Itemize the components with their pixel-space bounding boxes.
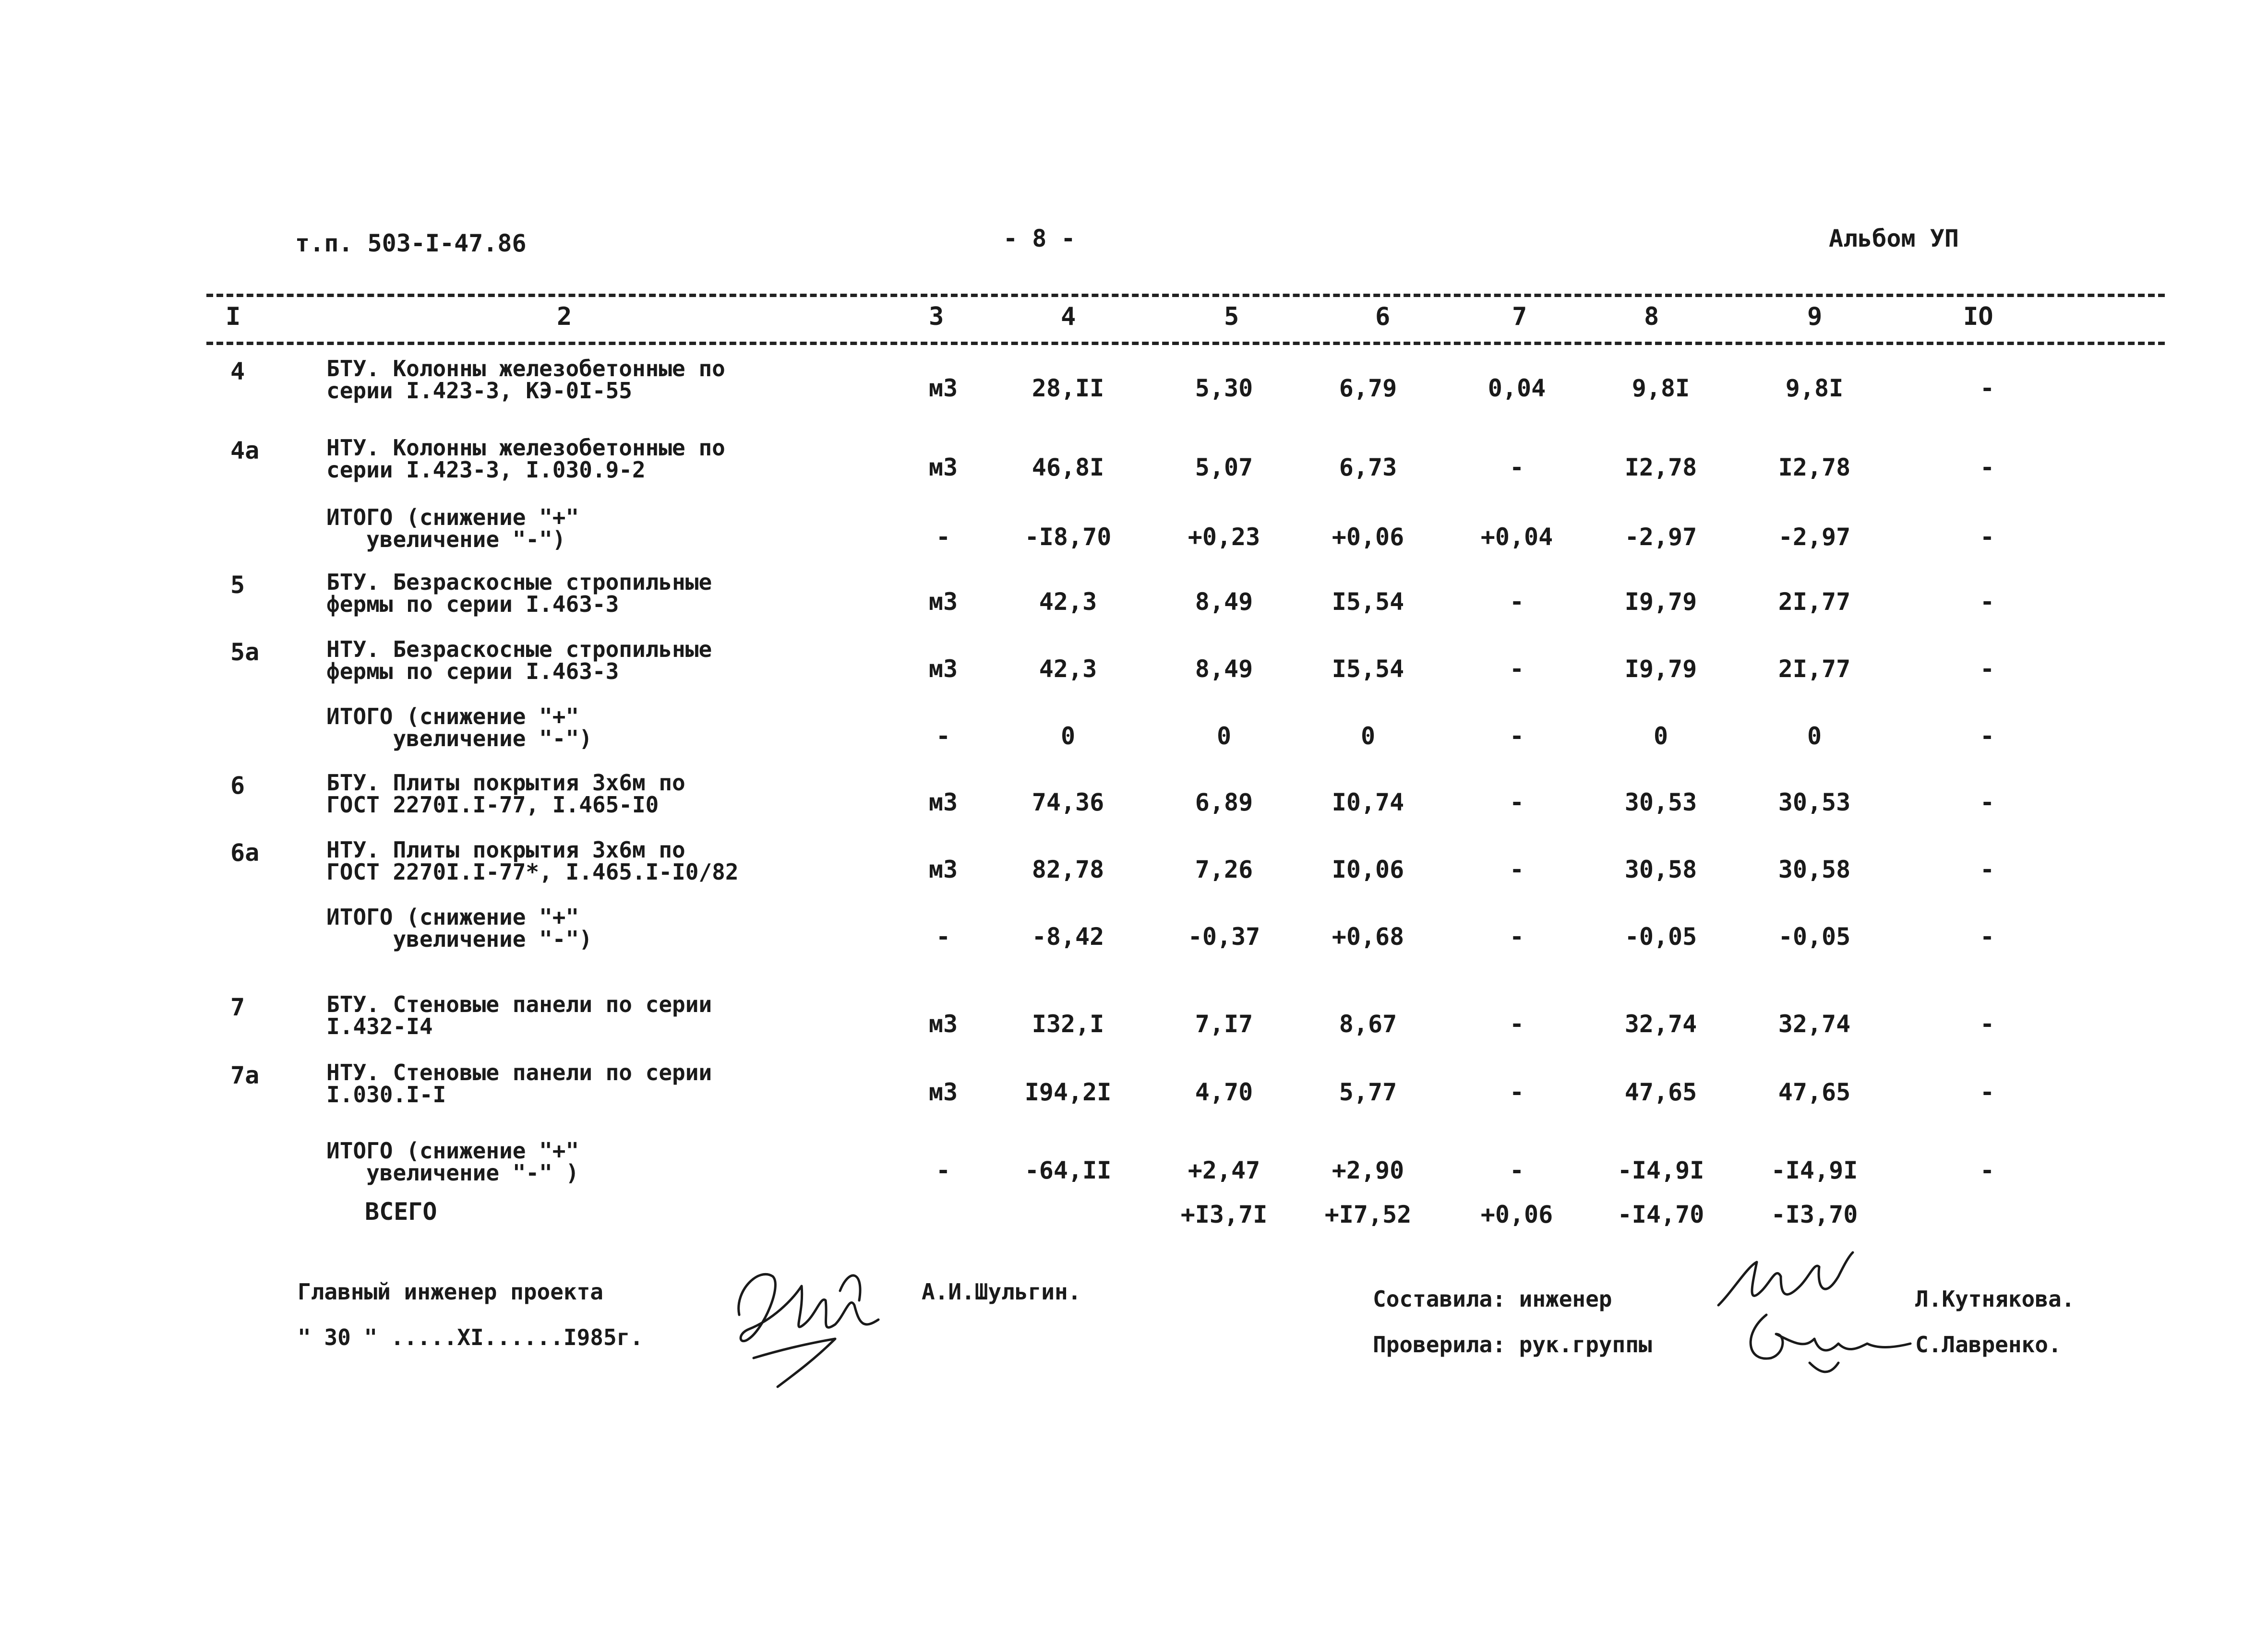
row-description: ИТОГО (снижение "+": [326, 504, 579, 530]
cell-v5: 8,49: [1195, 655, 1253, 683]
cell-v6: +0,06: [1332, 523, 1404, 551]
cell-v6: I0,06: [1332, 856, 1404, 883]
row-number: 6: [230, 772, 245, 799]
column-header: 2: [557, 302, 572, 331]
cell-v10: -: [1980, 453, 1995, 481]
cell-v8: 9,8I: [1632, 374, 1690, 402]
cell-v10: -: [1980, 655, 1995, 683]
row-description: НТУ. Стеновые панели по серии: [326, 1060, 712, 1085]
cell-v9: 30,58: [1778, 856, 1851, 883]
cell-v4: -I8,70: [1024, 523, 1112, 551]
row-description: увеличение "-"): [326, 726, 592, 751]
cell-unit: м3: [928, 1078, 958, 1106]
cell-v9: 2I,77: [1778, 655, 1851, 683]
cell-v10: -: [1980, 1156, 1995, 1184]
cell-v8: I2,78: [1624, 453, 1697, 481]
cell-v6: 0: [1360, 722, 1376, 750]
cell-v8: I9,79: [1624, 588, 1697, 616]
album-label: Альбом УП: [1829, 225, 1959, 252]
row-description: ГОСТ 2270I.I-77, I.465-I0: [326, 792, 659, 818]
row-description: ИТОГО (снижение "+": [326, 703, 579, 729]
cell-unit: м3: [928, 1010, 958, 1038]
cell-v8: 30,58: [1624, 856, 1697, 883]
column-header: I: [226, 302, 241, 331]
row-description: серии I.423-3, I.030.9-2: [326, 457, 646, 483]
cell-v9: 0: [1807, 722, 1822, 750]
cell-v5: 5,07: [1195, 453, 1253, 481]
row-description: ГОСТ 2270I.I-77*, I.465.I-I0/82: [326, 859, 739, 885]
cell-v6: 5,77: [1339, 1078, 1397, 1106]
cell-v8: 47,65: [1624, 1078, 1697, 1106]
cell-v4: 42,3: [1039, 588, 1097, 616]
cell-v7: -: [1509, 1078, 1524, 1106]
cell-v7: -: [1509, 923, 1524, 951]
total-value-col9: -I3,70: [1771, 1201, 1858, 1228]
cell-v4: 42,3: [1039, 655, 1097, 683]
row-description: I.432-I4: [326, 1013, 433, 1039]
checked-by-label: Проверила: рук.группы: [1373, 1332, 1652, 1358]
chief-engineer-name: А.И.Шульгин.: [922, 1279, 1081, 1305]
row-description: БТУ. Плиты покрытия 3х6м по: [326, 770, 685, 796]
row-number: 5: [230, 571, 245, 599]
cell-v9: -0,05: [1778, 923, 1851, 951]
column-header: 5: [1224, 302, 1239, 331]
cell-unit: -: [936, 523, 951, 551]
cell-v8: -I4,9I: [1617, 1156, 1704, 1184]
cell-v7: -: [1509, 788, 1524, 816]
row-description: НТУ. Безраскосные стропильные: [326, 636, 712, 662]
total-value-col6: +I7,52: [1324, 1201, 1412, 1228]
total-value-col8: -I4,70: [1617, 1201, 1704, 1228]
column-header: 4: [1061, 302, 1076, 331]
row-description: I.030.I-I: [326, 1082, 446, 1108]
cell-v6: I5,54: [1332, 588, 1404, 616]
cell-v5: +2,47: [1188, 1156, 1260, 1184]
cell-v5: 5,30: [1195, 374, 1253, 402]
row-description: БТУ. Безраскосные стропильные: [326, 569, 712, 595]
total-value-col5: +I3,7I: [1180, 1201, 1268, 1228]
cell-v6: 6,73: [1339, 453, 1397, 481]
row-number: 5а: [230, 638, 260, 666]
total-value-col7: +0,06: [1480, 1201, 1553, 1228]
column-header: 7: [1512, 302, 1527, 331]
cell-v7: -: [1509, 856, 1524, 883]
chief-engineer-signature: [720, 1248, 902, 1392]
cell-unit: м3: [928, 588, 958, 616]
cell-v5: 8,49: [1195, 588, 1253, 616]
cell-v8: -2,97: [1624, 523, 1697, 551]
cell-unit: -: [936, 923, 951, 951]
cell-v6: I0,74: [1332, 788, 1404, 816]
cell-v4: 0: [1060, 722, 1076, 750]
cell-unit: -: [936, 722, 951, 750]
cell-unit: м3: [928, 788, 958, 816]
cell-v9: 32,74: [1778, 1010, 1851, 1038]
cell-v5: -0,37: [1188, 923, 1260, 951]
row-number: 4: [230, 357, 245, 385]
cell-v8: I9,79: [1624, 655, 1697, 683]
cell-v6: I5,54: [1332, 655, 1404, 683]
table-top-rule: [206, 294, 2165, 297]
row-description: НТУ. Плиты покрытия 3х6м по: [326, 837, 685, 863]
cell-v4: 74,36: [1032, 788, 1104, 816]
cell-v9: 2I,77: [1778, 588, 1851, 616]
page-number: - 8 -: [1003, 225, 1076, 252]
chief-engineer-label: Главный инженер проекта: [298, 1279, 603, 1305]
cell-v10: -: [1980, 374, 1995, 402]
cell-v5: +0,23: [1188, 523, 1260, 551]
cell-v10: -: [1980, 923, 1995, 951]
cell-v9: 9,8I: [1785, 374, 1844, 402]
cell-v4: I32,I: [1032, 1010, 1104, 1038]
row-description: увеличение "-"): [326, 526, 566, 552]
cell-v9: 47,65: [1778, 1078, 1851, 1106]
row-description: БТУ. Колонны железобетонные по: [326, 356, 725, 381]
cell-v8: -0,05: [1624, 923, 1697, 951]
row-description: увеличение "-"): [326, 926, 592, 952]
cell-v7: +0,04: [1480, 523, 1553, 551]
row-description: НТУ. Колонны железобетонные по: [326, 435, 725, 461]
cell-unit: м3: [928, 655, 958, 683]
cell-v7: -: [1509, 588, 1524, 616]
checker-signature: [1738, 1305, 1915, 1382]
table-header-rule: [206, 342, 2165, 345]
cell-unit: -: [936, 1156, 951, 1184]
cell-v8: 30,53: [1624, 788, 1697, 816]
column-header: 6: [1375, 302, 1391, 331]
cell-v10: -: [1980, 788, 1995, 816]
row-description: БТУ. Стеновые панели по серии: [326, 991, 712, 1017]
cell-v7: -: [1509, 1010, 1524, 1038]
cell-v4: I94,2I: [1024, 1078, 1112, 1106]
total-label: ВСЕГО: [365, 1198, 437, 1226]
cell-v9: -I4,9I: [1771, 1156, 1858, 1184]
cell-v5: 7,I7: [1195, 1010, 1253, 1038]
cell-v4: -64,II: [1024, 1156, 1112, 1184]
column-header: 8: [1644, 302, 1659, 331]
cell-v7: 0,04: [1488, 374, 1546, 402]
cell-unit: м3: [928, 453, 958, 481]
cell-v10: -: [1980, 1010, 1995, 1038]
cell-v5: 0: [1216, 722, 1232, 750]
checked-by-name: С.Лавренко.: [1915, 1332, 2062, 1358]
column-header: 9: [1807, 302, 1823, 331]
cell-v9: -2,97: [1778, 523, 1851, 551]
cell-v4: 46,8I: [1032, 453, 1104, 481]
cell-v10: -: [1980, 1078, 1995, 1106]
cell-v7: -: [1509, 1156, 1524, 1184]
row-description: увеличение "-" ): [326, 1160, 579, 1186]
cell-v10: -: [1980, 722, 1995, 750]
cell-v4: 82,78: [1032, 856, 1104, 883]
row-number: 7а: [230, 1061, 260, 1089]
cell-v7: -: [1509, 453, 1524, 481]
cell-v6: +0,68: [1332, 923, 1404, 951]
cell-v10: -: [1980, 856, 1995, 883]
cell-v7: -: [1509, 722, 1524, 750]
cell-v6: +2,90: [1332, 1156, 1404, 1184]
compiled-by-name: Л.Кутнякова.: [1915, 1286, 2075, 1312]
sign-date: " 30 " .....XI......I985г.: [298, 1324, 644, 1350]
column-header: 3: [929, 302, 944, 331]
row-description: ИТОГО (снижение "+": [326, 1138, 579, 1164]
cell-v5: 4,70: [1195, 1078, 1253, 1106]
row-number: 7: [230, 993, 245, 1021]
cell-v5: 6,89: [1195, 788, 1253, 816]
cell-unit: м3: [928, 856, 958, 883]
cell-v6: 6,79: [1339, 374, 1397, 402]
row-description: серии I.423-3, КЭ-0I-55: [326, 378, 632, 404]
row-description: фермы по серии I.463-3: [326, 591, 619, 617]
compiled-by-label: Составила: инженер: [1373, 1286, 1612, 1312]
row-number: 6а: [230, 839, 260, 867]
cell-v9: 30,53: [1778, 788, 1851, 816]
cell-v10: -: [1980, 588, 1995, 616]
cell-v8: 32,74: [1624, 1010, 1697, 1038]
column-header: IO: [1963, 302, 1993, 331]
cell-v4: 28,II: [1032, 374, 1104, 402]
cell-v8: 0: [1653, 722, 1668, 750]
cell-v6: 8,67: [1339, 1010, 1397, 1038]
row-number: 4а: [230, 437, 260, 465]
cell-v10: -: [1980, 523, 1995, 551]
doc-code: т.п. 503-I-47.86: [295, 229, 527, 257]
row-description: фермы по серии I.463-3: [326, 658, 619, 684]
row-description: ИТОГО (снижение "+": [326, 904, 579, 930]
cell-v4: -8,42: [1032, 923, 1104, 951]
cell-v7: -: [1509, 655, 1524, 683]
cell-unit: м3: [928, 374, 958, 402]
cell-v9: I2,78: [1778, 453, 1851, 481]
cell-v5: 7,26: [1195, 856, 1253, 883]
